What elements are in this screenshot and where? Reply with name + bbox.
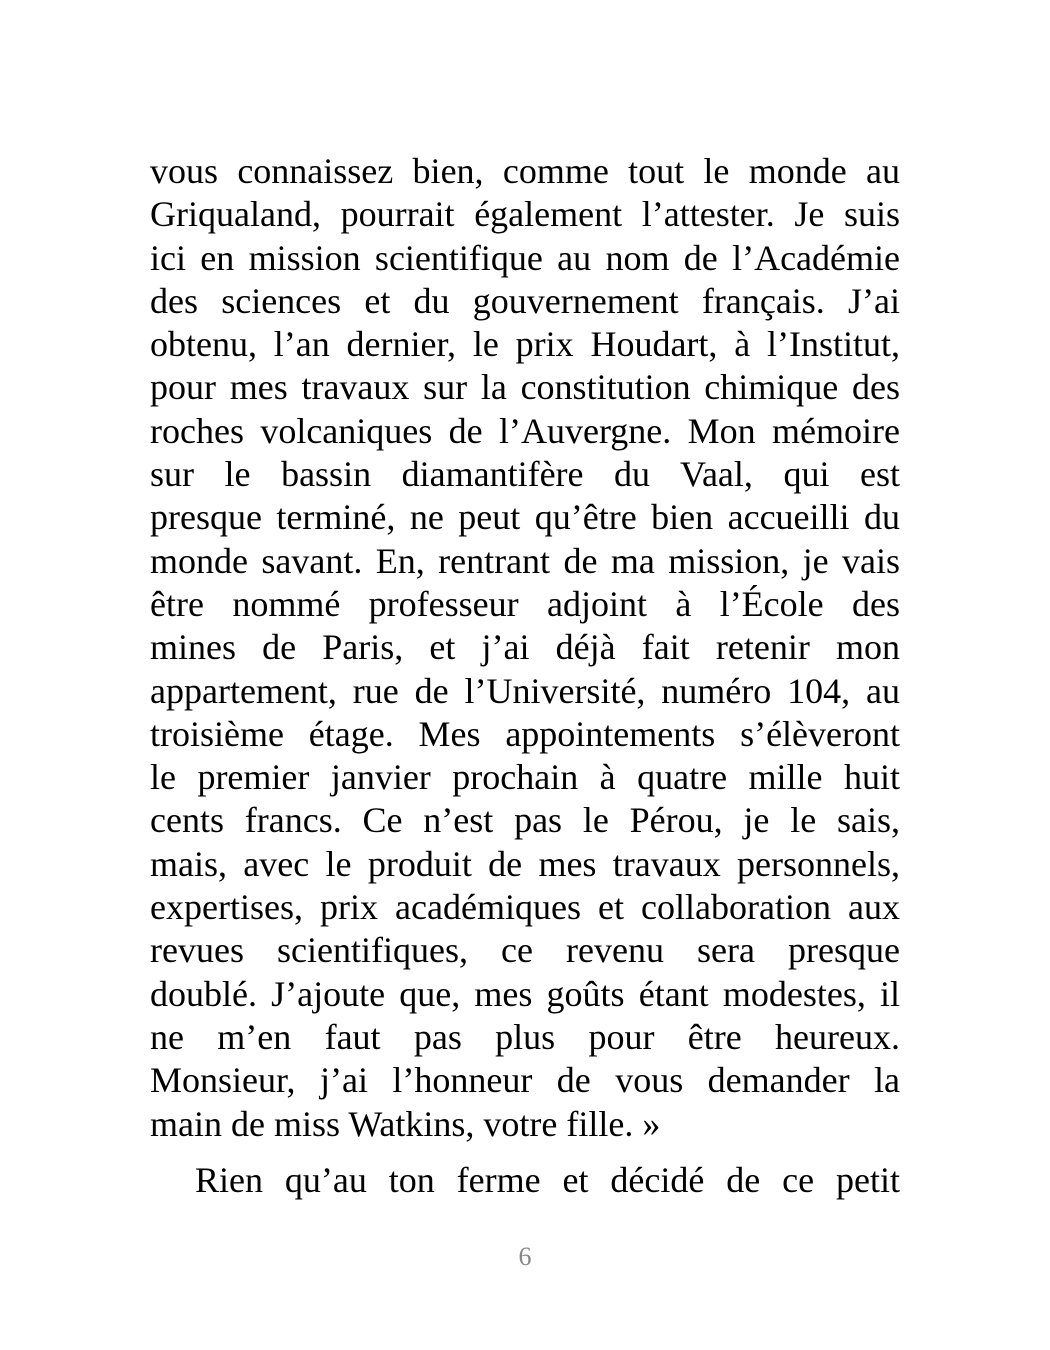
text-line: sur le bassin diamantifère du Vaal, qui est <box>150 454 900 495</box>
paragraph-gap <box>150 1146 900 1159</box>
text-line: obtenu, l’an dernier, le prix Houdart, à l’Institut, <box>150 324 900 365</box>
text-line: cents francs. Ce n’est pas le Pérou, je le sais, <box>150 800 900 841</box>
text-line: revues scientifiques, ce revenu sera presque <box>150 930 900 971</box>
text-line: expertises, prix académiques et collaboration aux <box>150 887 900 928</box>
text-line: presque terminé, ne peut qu’être bien accueilli du <box>150 497 900 538</box>
text-line: mines de Paris, et j’ai déjà fait retenir mon <box>150 627 900 668</box>
text-line: Griqualand, pourrait également l’attester. Je suis <box>150 194 900 235</box>
text-line: pour mes travaux sur la constitution chimique des <box>150 367 900 408</box>
text-line: main de miss Watkins, votre fille. » <box>150 1103 661 1144</box>
text-line: vous connaissez bien, comme tout le monde au <box>150 151 900 191</box>
paragraph <box>150 1159 900 1202</box>
text-line: le premier janvier prochain à quatre mille huit <box>150 757 900 798</box>
text-line: ici en mission scientifique au nom de l’Académie <box>150 237 900 278</box>
text-line: des sciences et du gouvernement français. J’ai <box>150 280 900 321</box>
paragraph <box>150 150 900 1146</box>
text-line: mais, avec le produit de mes travaux personnels, <box>150 843 900 884</box>
text-line: être nommé professeur adjoint à l’École des <box>150 583 900 624</box>
text-line: monde savant. En, rentrant de ma mission, je vais <box>150 540 900 581</box>
text-line: troisième étage. Mes appointements s’élèveront <box>150 713 900 754</box>
body-text <box>150 150 900 1202</box>
text-line: roches volcaniques de l’Auvergne. Mon mémoire <box>150 410 900 451</box>
text-line: ne m’en faut pas plus pour être heureux. <box>150 1016 900 1057</box>
text-line: Rien qu’au ton ferme et décidé de ce petit <box>195 1159 900 1200</box>
text-line: Monsieur, j’ai l’honneur de vous demander la <box>150 1060 900 1101</box>
page-number: 6 <box>518 1242 532 1271</box>
text-line: appartement, rue de l’Université, numéro 104, au <box>150 670 900 711</box>
text-line: doublé. J’ajoute que, mes goûts étant modestes, il <box>150 973 900 1014</box>
